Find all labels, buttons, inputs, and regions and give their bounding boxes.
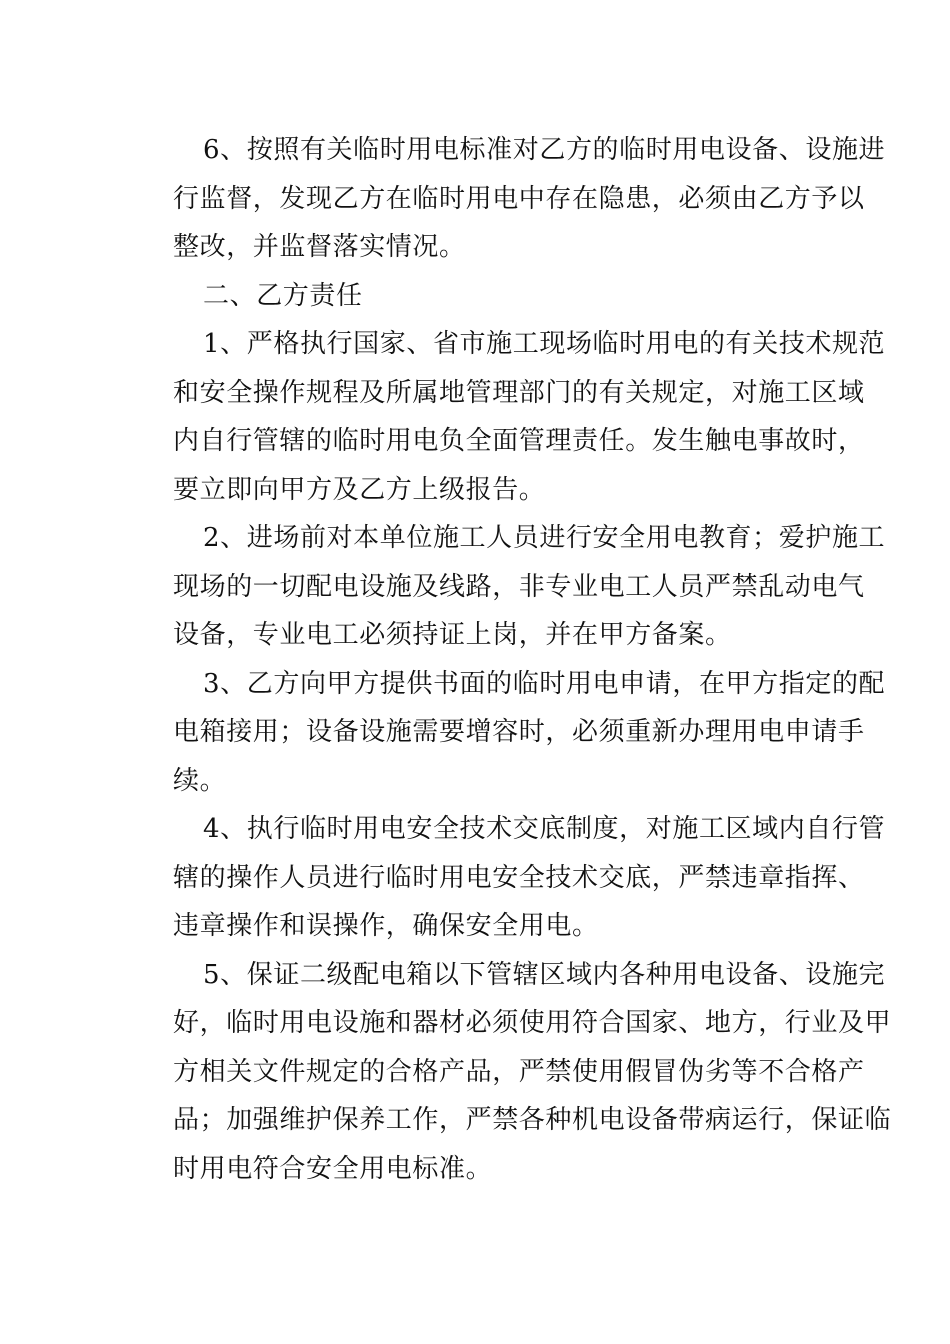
text-line: 行监督，发现乙方在临时用电中存在隐患，必须由乙方予以 <box>173 183 865 214</box>
text-line: 4、执行临时用电安全技术交底制度，对施工区域内自行管 <box>203 814 886 844</box>
paragraph-party-b-item-2 <box>143 514 886 660</box>
text-line: 电箱接用；设备设施需要增容时，必须重新办理用电申请手 <box>173 717 865 747</box>
paragraph-party-a-item-6 <box>143 126 886 272</box>
text-line: 1、严格执行国家、省市施工现场临时用电的有关技术规范 <box>203 329 886 359</box>
text-line: 要立即向甲方及乙方上级报告。 <box>173 474 546 505</box>
text-line: 品；加强维护保养工作，严禁各种机电设备带病运行，保证临 <box>173 1105 892 1135</box>
section-heading-party-b-responsibilities <box>143 272 809 321</box>
text-line: 现场的一切配电设施及线路，非专业电工人员严禁乱动电气 <box>173 571 865 602</box>
section-heading-text: 二、乙方责任 <box>203 280 363 311</box>
text-line: 时用电符合安全用电标准。 <box>173 1153 493 1184</box>
text-line: 续。 <box>173 765 227 796</box>
text-line: 2、进场前对本单位施工人员进行安全用电教育；爱护施工 <box>203 523 886 553</box>
text-line: 3、乙方向甲方提供书面的临时用电申请，在甲方指定的配 <box>203 668 886 699</box>
text-line: 整改，并监督落实情况。 <box>173 232 466 262</box>
text-line: 设备，专业电工必须持证上岗，并在甲方备案。 <box>173 620 732 650</box>
paragraph-party-b-item-5 <box>143 951 892 1194</box>
text-line: 辖的操作人员进行临时用电安全技术交底，严禁违章指挥、 <box>173 862 865 893</box>
paragraph-party-b-item-3 <box>143 660 886 806</box>
text-line: 6、按照有关临时用电标准对乙方的临时用电设备、设施进 <box>203 135 886 165</box>
text-line: 违章操作和误操作，确保安全用电。 <box>173 911 599 941</box>
text-line: 内自行管辖的临时用电负全面管理责任。发生触电事故时， <box>173 426 865 456</box>
paragraph-party-b-item-4 <box>143 805 886 951</box>
text-line: 方相关文件规定的合格产品，严禁使用假冒伪劣等不合格产 <box>173 1056 865 1087</box>
document-body <box>143 126 892 1193</box>
text-line: 和安全操作规程及所属地管理部门的有关规定，对施工区域 <box>173 377 865 408</box>
paragraph-party-b-item-1 <box>143 320 886 514</box>
text-line: 5、保证二级配电箱以下管辖区域内各种用电设备、设施完 <box>203 959 886 990</box>
text-line: 好，临时用电设施和器材必须使用符合国家、地方，行业及甲 <box>173 1008 892 1038</box>
